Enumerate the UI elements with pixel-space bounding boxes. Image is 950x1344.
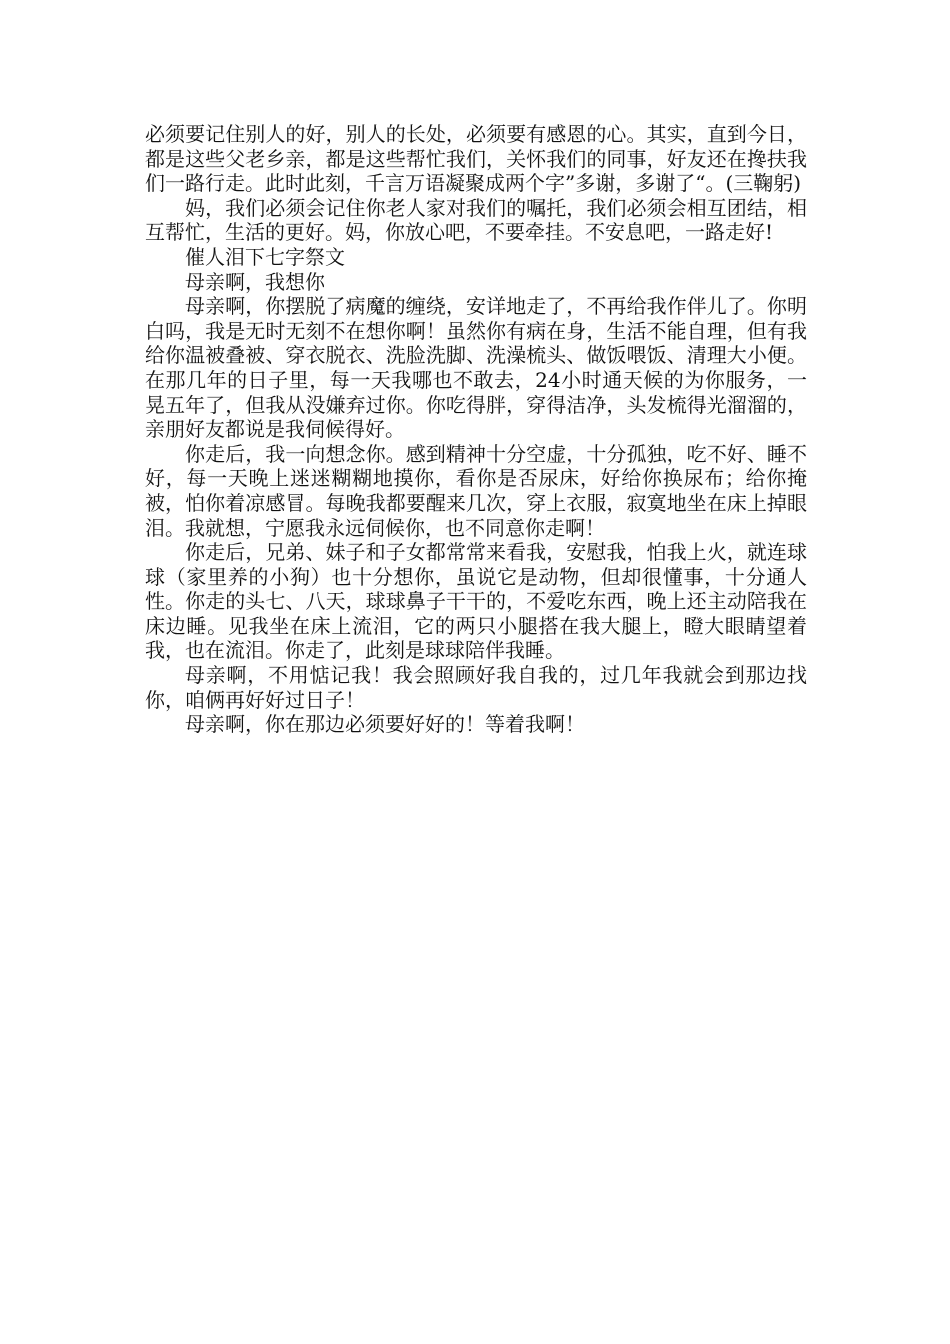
paragraph-closing: 母亲啊，你在那边必须要好好的！等着我啊！ — [185, 712, 585, 737]
section-title: 催人泪下七字祭文 — [185, 244, 345, 269]
paragraph-missing: 你走后，我一向想念你。感到精神十分空虚，十分孤独，吃不好、睡不好，每一天晚上迷迷糊糊地摸你，看你是否尿床，好给你换尿布；给你掩被，怕你着凉感冒。每晚我都要醒来几次，穿上衣服，寂寞地坐在床上掉眼泪。我就想，宁愿我永远伺候你，也不同意你走啊！ — [145, 441, 807, 540]
section-subtitle: 母亲啊，我想你 — [185, 269, 325, 294]
document-body — [145, 122, 807, 737]
paragraph-care: 母亲啊，你摆脱了病魔的缠绕，安详地走了，不再给我作伴儿了。你明白吗，我是无时无刻不在想你啊！虽然你有病在身，生活不能自理，但有我给你温被叠被、穿衣脱衣、洗脸洗脚、洗澡梳头、做饭喂饭、清理大小便。在那几年的日子里，每一天我哪也不敢去，24小时通天候的为你服务，一晃五年了，但我从没嫌弃过你。你吃得胖，穿得洁净，头发梳得光溜溜的，亲朋好友都说是我伺候得好。 — [145, 294, 807, 442]
paragraph-promise: 母亲啊，不用惦记我！我会照顾好我自我的，过几年我就会到那边找你，咱俩再好好过日子！ — [145, 663, 807, 712]
paragraph-family: 你走后，兄弟、妹子和子女都常常来看我，安慰我，怕我上火，就连球球（家里养的小狗）也十分想你，虽说它是动物，但却很懂事，十分通人性。你走的头七、八天，球球鼻子干干的，不爱吃东西，晚上还主动陪我在床边睡。见我坐在床上流泪，它的两只小腿搭在我大腿上，瞪大眼睛望着我，也在流泪。你走了，此刻是球球陪伴我睡。 — [145, 540, 807, 663]
paragraph-mother-farewell: 妈，我们必须会记住你老人家对我们的嘱托，我们必须会相互团结，相互帮忙，生活的更好。妈，你放心吧，不要牵挂。不安息吧，一路走好! — [145, 195, 807, 245]
paragraph-gratitude: 必须要记住别人的好，别人的长处，必须要有感恩的心。其实，直到今日，都是这些父老乡亲，都是这些帮忙我们，关怀我们的同事，好友还在搀扶我们一路行走。此时此刻，千言万语凝聚成两个字”多谢，多谢了“。(三鞠躬) — [145, 122, 807, 196]
